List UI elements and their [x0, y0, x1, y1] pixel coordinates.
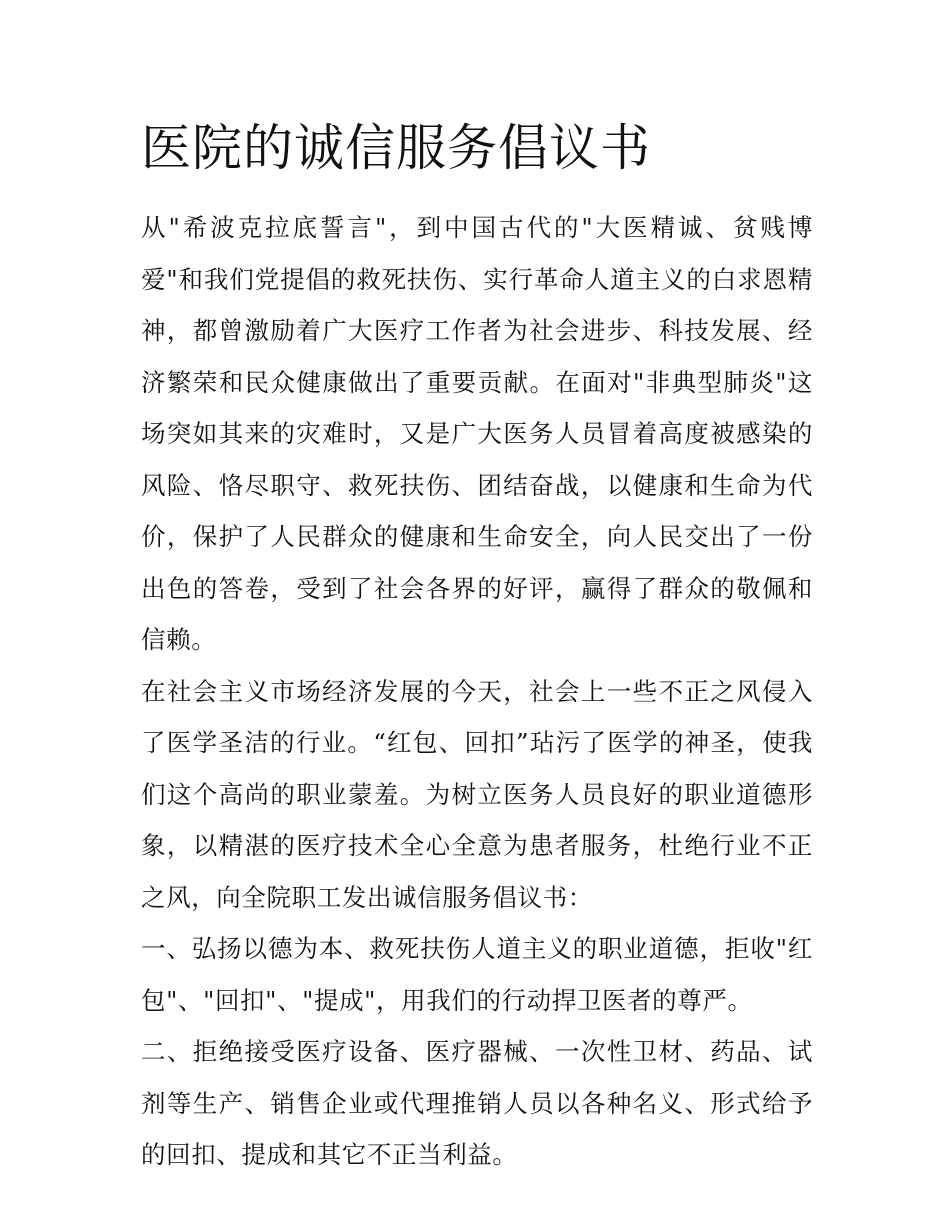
- document-body: [141, 202, 813, 1181]
- paragraph-item-two: 二、拒绝接受医疗设备、医疗器械、一次性卫材、药品、试剂等生产、销售企业或代理推销人员以各种名义、形式给予的回扣、提成和其它不正当利益。: [141, 1037, 813, 1169]
- paragraph-context: 在社会主义市场经济发展的今天，社会上一些不正之风侵入了医学圣洁的行业。“红包、回扣”玷污了医学的神圣，使我们这个高尚的职业蒙羞。为树立医务人员良好的职业道德形象，以精湛的医疗技术全心全意为患者服务，杜绝行业不正之风，向全院职工发出诚信服务倡议书：: [141, 676, 813, 912]
- paragraph-intro: 从"希波克拉底誓言"，到中国古代的"大医精诚、贫贱博爱"和我们党提倡的救死扶伤、实行革命人道主义的白求恩精神，都曾激励着广大医疗工作者为社会进步、科技发展、经济繁荣和民众健康做出了重要贡献。在面对"非典型肺炎"这场突如其来的灾难时，又是广大医务人员冒着高度被感染的风险、恪尽职守、救死扶伤、团结奋战，以健康和生命为代价，保护了人民群众的健康和生命安全，向人民交出了一份出色的答卷，受到了社会各界的好评，赢得了群众的敬佩和信赖。: [141, 213, 813, 654]
- document-title: 医院的诚信服务倡议书: [141, 119, 651, 177]
- document-page: [141, 112, 813, 1181]
- paragraph-item-one: 一、弘扬以德为本、救死扶伤人道主义的职业道德，拒收"红包"、"回扣"、"提成"，用我们的行动捍卫医者的尊严。: [141, 934, 813, 1015]
